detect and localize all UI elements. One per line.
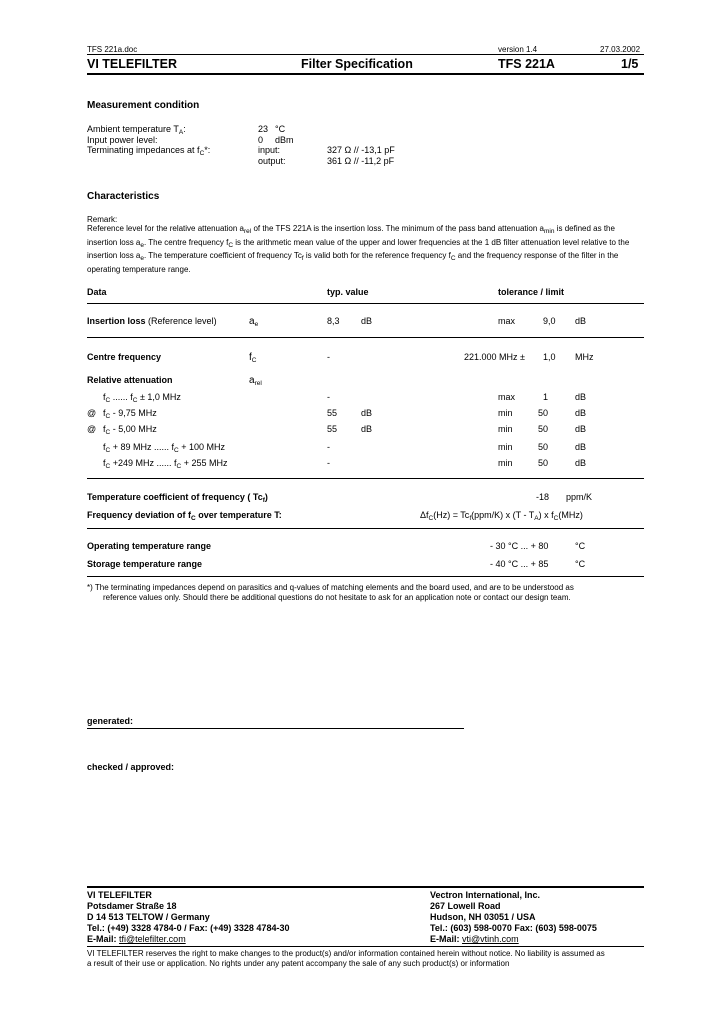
- insertion-loss-typ: 8,3: [327, 316, 340, 326]
- rel-row-cond: min: [498, 424, 513, 434]
- footer-right-email: E-Mail: vti@vtinh.com: [430, 934, 519, 944]
- insertion-loss-label: Insertion loss (Reference level): [87, 316, 217, 326]
- impedance-input-label: input:: [258, 145, 281, 155]
- generated-label: generated:: [87, 716, 134, 726]
- temp-coeff-value: -18: [536, 492, 550, 502]
- footer-disclaimer-1: VI TELEFILTER reserves the right to make changes to the product(s) and/or information contained herein without notice. No liability is assumed as: [87, 949, 605, 958]
- footer-left-street: Potsdamer Straße 18: [87, 901, 177, 911]
- header-part-number: TFS 221A: [498, 57, 555, 71]
- temp-coeff-label: Temperature coefficient of frequency ( $Tc_f$): [87, 492, 268, 504]
- insertion-loss-limit: 9,0: [543, 316, 556, 326]
- storage-temp-unit: °C: [575, 559, 586, 569]
- ambient-temp-label: Ambient temperature $T_A$:: [87, 124, 186, 136]
- rel-row-expr: $f_C - 9,75$ MHz: [103, 408, 157, 420]
- rel-row-unit: dB: [575, 408, 587, 418]
- rel-row-unit: dB: [575, 392, 587, 402]
- footer-right-email-link[interactable]: vti@vtinh.com: [462, 934, 519, 944]
- rel-row-typ-unit: dB: [361, 424, 373, 434]
- centre-freq-typ: -: [327, 352, 330, 362]
- header-date: 27.03.2002: [600, 45, 641, 54]
- freq-deviation-formula: $\Delta f_C(Hz) = Tc_f(ppm/K)$ x $(T - T_A)$ x $f_C(MHz)$: [420, 510, 583, 522]
- ambient-temp-value: 23: [258, 124, 269, 134]
- temp-coeff-unit: ppm/K: [566, 492, 593, 502]
- measurement-heading: Measurement condition: [87, 100, 200, 111]
- rel-row-at: @: [87, 424, 97, 434]
- rel-row-unit: dB: [575, 424, 587, 434]
- rel-row-cond: min: [498, 408, 513, 418]
- temp-range-rule: [87, 576, 644, 577]
- op-temp-value: - 30 °C ... + 80: [490, 541, 549, 551]
- rel-row-cond: min: [498, 458, 513, 468]
- remark-label: Remark:: [87, 215, 118, 224]
- col-header-tol: tolerance / limit: [498, 287, 565, 297]
- insertion-loss-cond: max: [498, 316, 516, 326]
- footer-left-city: D 14 513 TELTOW / Germany: [87, 912, 210, 922]
- rel-row-expr: $f_C - 5,00$ MHz: [103, 424, 157, 436]
- footer-left-company: VI TELEFILTER: [87, 890, 152, 900]
- centre-freq-symbol: $f_C$: [249, 352, 257, 364]
- op-temp-unit: °C: [575, 541, 586, 551]
- col-header-typ: typ. value: [327, 287, 369, 297]
- footer-right-company: Vectron International, Inc.: [430, 890, 541, 900]
- rel-row-cond: max: [498, 392, 516, 402]
- insertion-loss-rule: [87, 337, 644, 338]
- rel-row-typ: -: [327, 458, 330, 468]
- header-rule-bottom: [87, 73, 644, 75]
- header-filename: TFS 221a.doc: [87, 45, 138, 54]
- impedance-output-value: 361 Ω // -11,2 pF: [327, 156, 395, 166]
- footer-disclaimer-2: a result of their use or application. No rights under any patent accompany the sale of any such product(s) or information: [87, 959, 510, 968]
- table-header-rule: [87, 303, 644, 304]
- col-header-data: Data: [87, 287, 107, 297]
- footer-rule-top: [87, 886, 644, 888]
- rel-row-typ: 55: [327, 408, 338, 418]
- ambient-temp-unit: °C: [275, 124, 286, 134]
- footer-right-phone: Tel.: (603) 598-0070 Fax: (603) 598-0075: [430, 923, 597, 933]
- op-temp-label: Operating temperature range: [87, 541, 212, 551]
- rel-row-expr: $f_C +249$ MHz ...... $f_C + 255$ MHz: [103, 458, 228, 470]
- header-rule-top: [87, 54, 644, 55]
- temp-coeff-rule: [87, 528, 644, 529]
- generated-signature-line: [87, 728, 464, 729]
- footer-right-street: 267 Lowell Road: [430, 901, 501, 911]
- rel-row-expr: $f_C + 89$ MHz ...... $f_C + 100$ MHz: [103, 442, 226, 454]
- footer-left-email: E-Mail: tfi@telefilter.com: [87, 934, 186, 944]
- header-page: 1/5: [621, 57, 639, 71]
- rel-row-limit: 50: [538, 408, 549, 418]
- input-power-label: Input power level:: [87, 135, 158, 145]
- rel-row-unit: dB: [575, 442, 587, 452]
- rel-att-symbol: $a_{rel}$: [249, 375, 262, 387]
- terminating-impedance-label: Terminating impedances at $f_C*$:: [87, 145, 211, 157]
- centre-freq-label: Centre frequency: [87, 352, 162, 362]
- storage-temp-label: Storage temperature range: [87, 559, 203, 569]
- centre-freq-limit: 1,0: [543, 352, 556, 362]
- rel-row-typ: -: [327, 442, 330, 452]
- centre-freq-limit-unit: MHz: [575, 352, 594, 362]
- rel-row-at: @: [87, 408, 97, 418]
- rel-row-unit: dB: [575, 458, 587, 468]
- header-version: version 1.4: [498, 45, 538, 54]
- rel-att-label: Relative attenuation: [87, 375, 173, 385]
- freq-deviation-label: Frequency deviation of $f_C$ over temperature T:: [87, 510, 282, 522]
- footnote-line-1: *) The terminating impedances depend on parasitics and q-values of matching elements and the board used, and are to be understood as: [87, 583, 574, 592]
- impedance-output-label: output:: [258, 156, 286, 166]
- rel-row-typ: 55: [327, 424, 338, 434]
- input-power-value: 0: [258, 135, 264, 145]
- insertion-loss-typ-unit: dB: [361, 316, 373, 326]
- insertion-loss-symbol: $a_e$: [249, 316, 259, 328]
- header-company: VI TELEFILTER: [87, 57, 178, 71]
- rel-row-limit: 50: [538, 424, 549, 434]
- rel-row-expr: $f_C$ ...... $f_C \pm 1,0$ MHz: [103, 392, 181, 404]
- rel-row-typ-unit: dB: [361, 408, 373, 418]
- storage-temp-value: - 40 °C ... + 85: [490, 559, 549, 569]
- rel-row-typ: -: [327, 392, 330, 402]
- header-doc-title: Filter Specification: [301, 57, 413, 71]
- remark-paragraph: Reference level for the relative attenuation $a_{rel}$ of the TFS 221A is the insertion loss. The minimum of the pass band attenuation $a_{min}$ is defined as the insertion loss $a_e$. The centre frequency $f_C$ is the arithmetic mean value of the upper and lower frequencies at the 1 dB filter attenuation level relative to the insertion loss $a_e$. The temperature coefficient of frequency $Tc_f$ is valid both for the reference frequency $f_C$ and the frequency response of the filter in the operating temperature range.: [87, 224, 630, 274]
- footer-left-email-link[interactable]: tfi@telefilter.com: [119, 934, 186, 944]
- footer-left-phone: Tel.: (+49) 3328 4784-0 / Fax: (+49) 3328 4784-30: [87, 923, 290, 933]
- centre-freq-tol: 221.000 MHz ±: [464, 352, 525, 362]
- rel-row-limit: 50: [538, 442, 549, 452]
- impedance-input-value: 327 Ω // -13,1 pF: [327, 145, 395, 155]
- characteristics-heading: Characteristics: [87, 191, 160, 202]
- insertion-loss-limit-unit: dB: [575, 316, 587, 326]
- rel-row-limit: 1: [543, 392, 549, 402]
- rel-att-rule: [87, 478, 644, 479]
- footnote-line-2: reference values only. Should there be additional questions do not hesitate to ask for an application note or contact our design team.: [103, 593, 571, 602]
- footer-right-city: Hudson, NH 03051 / USA: [430, 912, 536, 922]
- footer-rule-bottom: [87, 946, 644, 947]
- rel-row-cond: min: [498, 442, 513, 452]
- input-power-unit: dBm: [275, 135, 294, 145]
- checked-approved-label: checked / approved:: [87, 762, 175, 772]
- rel-row-limit: 50: [538, 458, 549, 468]
